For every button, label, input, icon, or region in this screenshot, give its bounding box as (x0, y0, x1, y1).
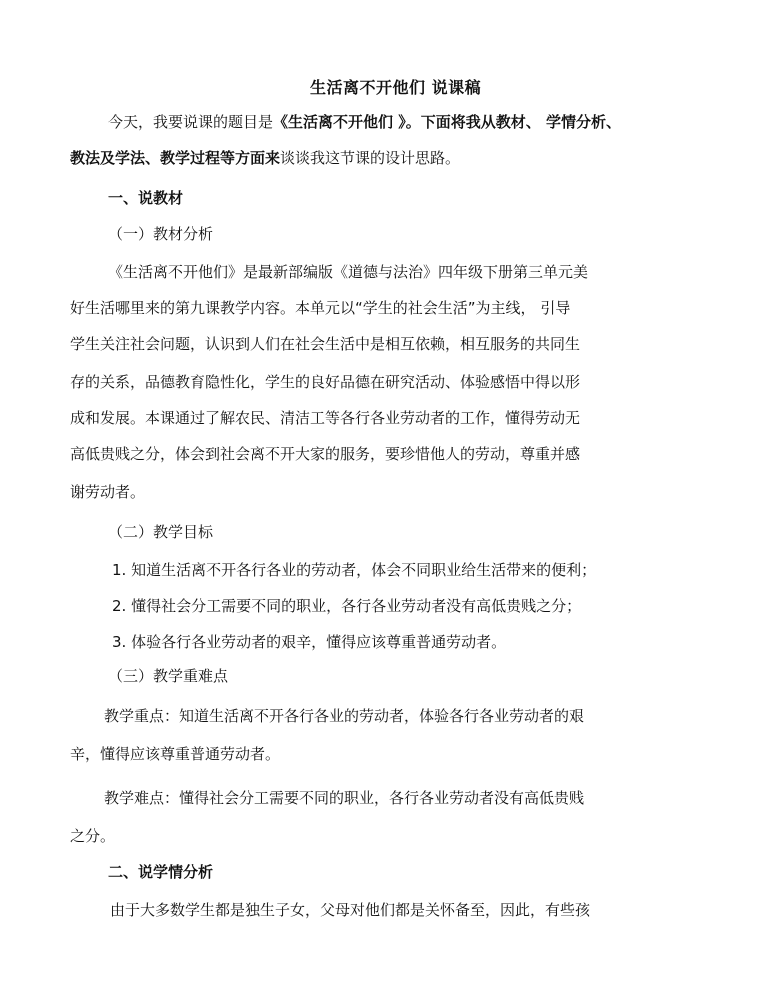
intro-line-2 (70, 148, 460, 168)
paragraph-line: 成和发展。本课通过了解农民、清洁工等各行各业劳动者的工作，懂得劳动无 (70, 409, 581, 427)
paragraph-line: 学生关注社会问题，认识到人们在社会生活中是相互依赖，相互服务的共同生 (70, 335, 581, 353)
key-point-line: 教学重点：知道生活离不开各行各业的劳动者，体验各行各业劳动者的艰 (104, 707, 585, 725)
subheading-teaching-goals: （二）教学目标 (108, 523, 214, 541)
difficult-point-line: 之分。 (70, 827, 116, 845)
paragraph-line: 谢劳动者。 (70, 483, 146, 501)
paragraph-line: 好生活哪里来的第九课教学内容。本单元以“学生的社会生活”为主线， 引导 (70, 299, 571, 317)
key-point-line: 辛，懂得应该尊重普通劳动者。 (70, 745, 281, 763)
document-title: 生活离不开他们 说课稿 (310, 78, 482, 97)
difficult-point-line: 教学难点：懂得社会分工需要不同的职业，各行各业劳动者没有高低贵贱 (104, 789, 585, 807)
subheading-key-points: （三）教学重难点 (108, 667, 229, 685)
intro-line-1 (108, 112, 621, 132)
paragraph-line: 存的关系，品德教育隐性化，学生的良好品德在研究活动、体验感悟中得以形 (70, 373, 581, 391)
intro-emphasis: 《生活离不开他们 》。下面将我从教材、 学情分析、 (273, 113, 621, 131)
intro-text: 谈谈我这节课的设计思路。 (280, 149, 461, 167)
section-heading-textbook: 一、说教材 (108, 189, 184, 207)
goal-item: 1. 知道生活离不开各行各业的劳动者，体会不同职业给生活带来的便利； (112, 561, 597, 579)
section-heading-learner-analysis: 二、说学情分析 (108, 863, 214, 881)
subheading-textbook-analysis: （一）教材分析 (108, 225, 214, 243)
goal-item: 3. 体验各行各业劳动者的艰辛，懂得应该尊重普通劳动者。 (112, 633, 507, 651)
paragraph-line: 《生活离不开他们》是最新部编版《道德与法治》四年级下册第三单元美 (108, 263, 589, 281)
paragraph-line: 高低贵贱之分，体会到社会离不开大家的服务，要珍惜他人的劳动，尊重并感 (70, 445, 581, 463)
intro-emphasis: 教法及学法、教学过程等方面来 (70, 149, 281, 167)
goal-item: 2. 懂得社会分工需要不同的职业，各行各业劳动者没有高低贵贱之分； (112, 597, 582, 615)
paragraph-line: 由于大多数学生都是独生子女，父母对他们都是关怀备至，因此，有些孩 (110, 901, 591, 919)
intro-text: 今天，我要说课的题目是 (108, 113, 274, 131)
